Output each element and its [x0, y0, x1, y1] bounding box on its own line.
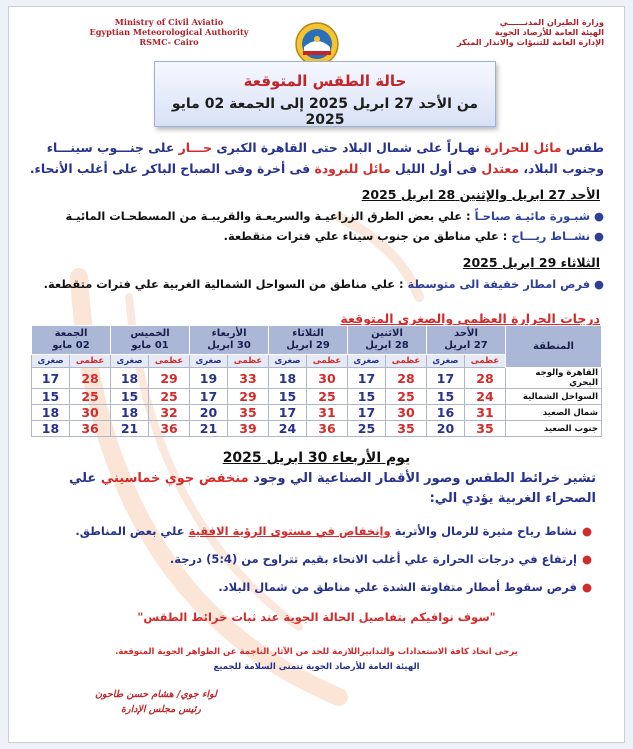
min-temp-cell: 17: [427, 368, 465, 389]
day-name: الأربعاء: [211, 328, 247, 339]
min-temp-cell: 21: [111, 421, 149, 437]
bullet-icon: ●: [594, 209, 604, 223]
wednesday-intro-text: علي الصحراء الغربية يؤدي الي:: [68, 471, 596, 506]
day-date: 01 مايو: [131, 340, 169, 351]
closing-note: "سوف نوافيكم بتفاصيل الحالة الجوية عند ثبات خرائط الطقس": [137, 610, 496, 624]
signature-title: رئيس مجلس الإدارة: [121, 704, 201, 715]
day1-item: [27, 207, 604, 225]
min-temp-cell: 18: [111, 368, 149, 389]
max-label: عظمى: [227, 355, 268, 368]
day1-item: [27, 227, 604, 245]
max-temp-cell: 28: [464, 368, 505, 389]
day1-heading: الأحد 27 ابريل والإثنين 28 ابريل 2025: [361, 187, 600, 202]
max-label: عظمى: [306, 355, 347, 368]
title-box: [154, 61, 496, 127]
min-label: صغرى: [348, 355, 386, 368]
min-temp-cell: 17: [190, 389, 228, 405]
wednesday-bullet-highlight: وإنخفاض في مستوى الرؤية الافقية: [188, 524, 391, 538]
header-english-line: RSMC- Cairo: [139, 37, 199, 47]
day-date: 02 مايو: [52, 340, 90, 351]
min-label: صغرى: [427, 355, 465, 368]
max-temp-cell: 32: [148, 405, 189, 421]
region-cell: القاهرة والوجه البحري: [506, 368, 602, 389]
signature-name: لواء جوي/ هشام حسن طاحون: [95, 689, 217, 700]
max-temp-cell: 25: [385, 389, 426, 405]
region-cell: جنوب الصعيد: [506, 421, 602, 437]
region-header: المنطقة: [506, 326, 602, 368]
table-row: [32, 405, 602, 421]
wednesday-bullet: [75, 523, 592, 540]
max-temp-cell: 28: [385, 368, 426, 389]
wednesday-intro: [36, 469, 596, 509]
max-temp-cell: 39: [227, 421, 268, 437]
min-temp-cell: 18: [32, 405, 70, 421]
temperature-table-body: [32, 368, 602, 437]
max-temp-cell: 36: [306, 421, 347, 437]
intro-highlight: مائل للبرودة: [314, 161, 391, 176]
header-english: [69, 17, 269, 47]
min-temp-cell: 18: [269, 368, 307, 389]
page-title: حالة الطقس المتوقعة: [243, 72, 407, 90]
table-row: [32, 421, 602, 437]
day2-heading: الثلاثاء 29 ابريل 2025: [462, 255, 600, 270]
min-temp-cell: 15: [427, 389, 465, 405]
day1-item-term: شبـورة مائيـة صباحـاً: [474, 209, 591, 223]
bullet-icon: ●: [581, 524, 592, 538]
table-row: [32, 368, 602, 389]
page-subtitle: من الأحد 27 ابريل 2025 إلى الجمعة 02 مايو 2025: [171, 96, 479, 128]
day-name: الثلاثاء: [292, 328, 324, 339]
max-temp-cell: 25: [306, 389, 347, 405]
header-arabic-line: الهيئة العامة للأرصاد الجوية: [494, 27, 604, 37]
wednesday-intro-highlight: منخفض جوي خماسيني: [100, 471, 249, 486]
day-date: 28 ابريل: [365, 340, 409, 351]
day-date: 27 ابريل: [444, 340, 488, 351]
min-temp-cell: 25: [348, 421, 386, 437]
min-temp-cell: 16: [427, 405, 465, 421]
max-temp-cell: 36: [69, 421, 110, 437]
max-temp-cell: 29: [227, 389, 268, 405]
day-header: [111, 326, 190, 355]
intro-highlight: معتدل: [481, 161, 520, 176]
region-cell: شمال الصعيد: [506, 405, 602, 421]
min-temp-cell: 15: [32, 389, 70, 405]
day2-item: [27, 275, 604, 293]
wednesday-bullet-text: علي بعض المناطق.: [75, 524, 189, 538]
footer-advice: يرجى اتخاذ كافة الاستعدادات والتدابيراللازمة للحد من الآثار الناجمة عن الظواهر الجوية المتوقعة.: [115, 647, 518, 657]
min-temp-cell: 17: [269, 405, 307, 421]
day-date: 29 ابريل: [286, 340, 330, 351]
max-temp-cell: 30: [69, 405, 110, 421]
max-temp-cell: 36: [148, 421, 189, 437]
wednesday-bullet: [170, 551, 592, 568]
day1-item-desc: : علي مناطق من جنوب سيناء علي فترات متقطعة.: [223, 229, 512, 243]
min-temp-cell: 18: [111, 405, 149, 421]
header-arabic: [434, 17, 604, 47]
max-temp-cell: 35: [385, 421, 426, 437]
day-name: الاثنين: [371, 328, 403, 339]
wednesday-bullet-text: فرص سقوط أمطار متفاوتة الشدة علي مناطق من شمال البلاد.: [218, 580, 577, 594]
max-temp-cell: 30: [385, 405, 426, 421]
day2-item-desc: : علي مناطق من السواحل الشمالية الغربية علي فترات متقطعة.: [43, 277, 408, 291]
header-arabic-line: الإدارة العامة للتنبؤات والانذار المبكر: [457, 37, 604, 47]
max-label: عظمى: [385, 355, 426, 368]
day1-item-desc: : علي بعض الطرق الزراعيـة والسريعـة والقريبـة من المسطحـات المائيـة: [65, 209, 475, 223]
day-name: الأحد: [454, 328, 478, 339]
intro-highlight: حـــار: [178, 140, 213, 155]
max-label: عظمى: [148, 355, 189, 368]
day-header: [32, 326, 111, 355]
min-temp-cell: 17: [348, 368, 386, 389]
max-label: عظمى: [69, 355, 110, 368]
min-temp-cell: 20: [427, 421, 465, 437]
min-temp-cell: 15: [111, 389, 149, 405]
max-temp-cell: 33: [227, 368, 268, 389]
bullet-icon: ●: [594, 277, 604, 291]
max-temp-cell: 28: [69, 368, 110, 389]
min-temp-cell: 24: [269, 421, 307, 437]
day-header: [348, 326, 427, 355]
intro-paragraph: [29, 137, 604, 179]
wednesday-bullet-text: إرتفاع في درجات الحرارة علي أغلب الانحاء بقيم تتراوح من (5:4) درجة.: [169, 552, 577, 566]
bullet-icon: ●: [581, 552, 592, 566]
day-header: [190, 326, 269, 355]
header-english-line: Egyptian Meteorological Authority: [89, 27, 249, 37]
min-temp-cell: 18: [32, 421, 70, 437]
min-temp-cell: 19: [190, 368, 228, 389]
table-header-row: [32, 326, 602, 355]
day-header: [427, 326, 506, 355]
min-label: صغرى: [190, 355, 228, 368]
max-temp-cell: 24: [464, 389, 505, 405]
min-label: صغرى: [111, 355, 149, 368]
min-temp-cell: 15: [269, 389, 307, 405]
intro-text: فى أخرة وفى الصباح الباكر على أغلب الأنحاء.: [29, 161, 315, 176]
wednesday-bullet: [218, 579, 592, 596]
intro-text: طقس: [561, 140, 604, 155]
bulletin-page: [8, 6, 625, 743]
min-temp-cell: 20: [190, 405, 228, 421]
day-name: الجمعة: [54, 328, 88, 339]
header-english-line: Ministry of Civil Aviatio: [114, 17, 224, 27]
wednesday-bullet-text: نشاط رياح مثيرة للرمال والأتربة: [390, 524, 577, 538]
max-temp-cell: 31: [464, 405, 505, 421]
header-arabic-line: وزارة الطيران المدنــــــي: [499, 17, 604, 27]
max-temp-cell: 29: [148, 368, 189, 389]
table-row: [32, 389, 602, 405]
intro-text: على جنـــوب سينـــاء وجنوب البلاد،: [46, 140, 604, 176]
max-temp-cell: 30: [306, 368, 347, 389]
day-header: [269, 326, 348, 355]
region-cell: السواحل الشمالية: [506, 389, 602, 405]
wednesday-heading: يوم الأربعاء 30 ابريل 2025: [222, 450, 411, 466]
wednesday-intro-text: تشير خرائط الطقس وصور الأقمار الصناعية الي وجود: [248, 471, 596, 486]
max-temp-cell: 25: [69, 389, 110, 405]
footer-wish: الهيئة العامة للأرصاد الجوية تتمنى السلامة للجميع: [213, 662, 420, 672]
temperature-table: [31, 325, 602, 437]
max-temp-cell: 31: [306, 405, 347, 421]
max-temp-cell: 25: [148, 389, 189, 405]
max-temp-cell: 35: [464, 421, 505, 437]
min-temp-cell: 15: [348, 389, 386, 405]
intro-text: نهـاراً على شمال البلاد حتى القاهرة الكبرى: [212, 140, 485, 155]
bullet-icon: ●: [581, 580, 592, 594]
min-temp-cell: 17: [348, 405, 386, 421]
day-name: الخميس: [130, 328, 170, 339]
max-label: عظمى: [464, 355, 505, 368]
min-temp-cell: 17: [32, 368, 70, 389]
min-label: صغرى: [32, 355, 70, 368]
min-temp-cell: 21: [190, 421, 228, 437]
day-date: 30 ابريل: [207, 340, 251, 351]
max-temp-cell: 35: [227, 405, 268, 421]
day1-item-term: نشــاط ريـــاح: [511, 229, 591, 243]
intro-text: فى أول الليل: [390, 161, 482, 176]
min-label: صغرى: [269, 355, 307, 368]
temperature-table-title: درجات الحرارة العظمى والصغرى المتوقعة: [340, 311, 600, 326]
day2-item-term: فرص امطار خفيفة الى متوسطة: [407, 277, 591, 291]
bullet-icon: ●: [594, 229, 604, 243]
intro-highlight: مائل للحرارة: [484, 140, 562, 155]
